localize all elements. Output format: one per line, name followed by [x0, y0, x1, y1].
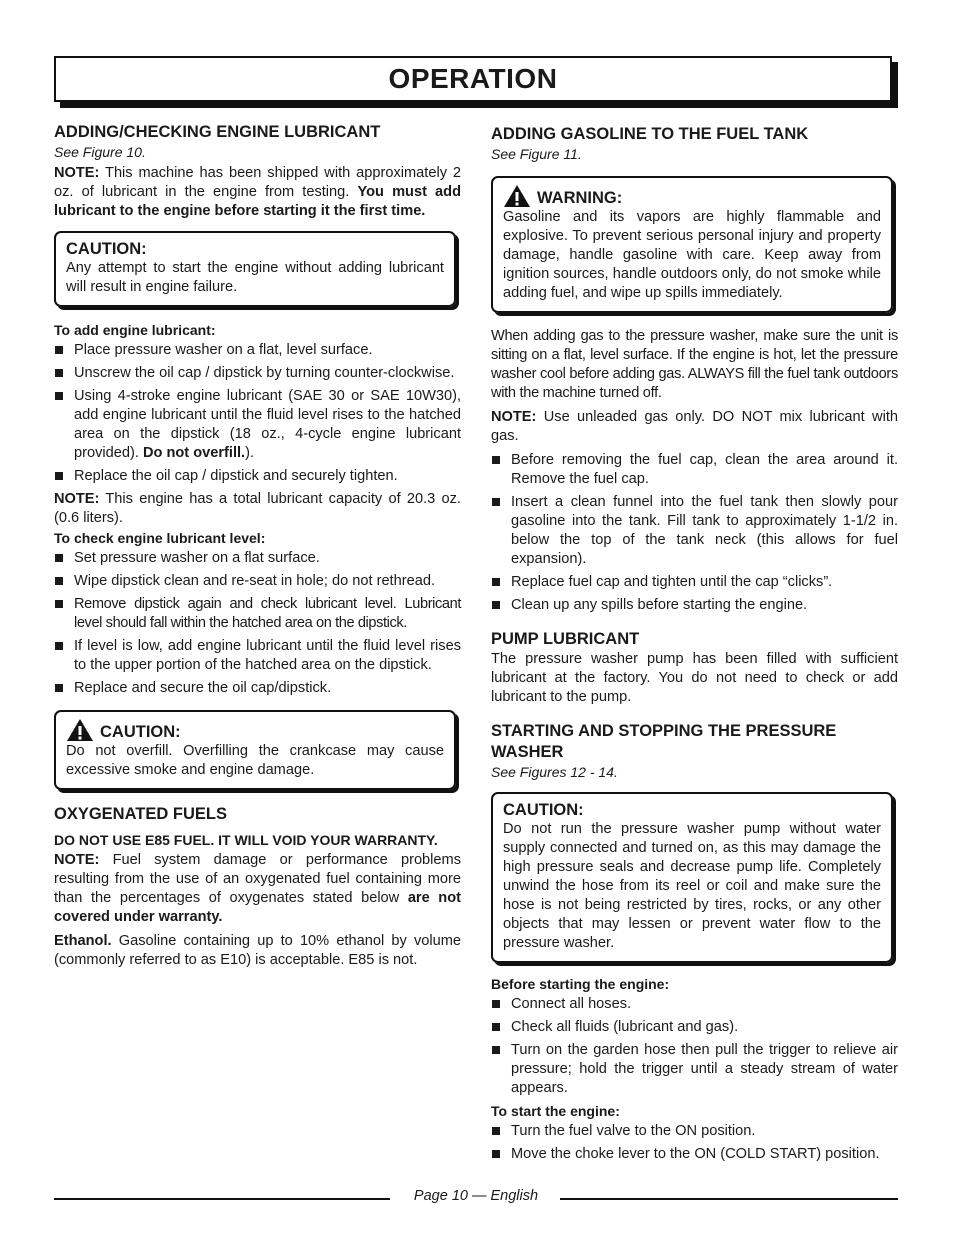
caution-title: CAUTION: [100, 723, 181, 741]
caution-text: Do not run the pressure washer pump without water supply connected and turned on, as this may damage the high pressure seals and decrease pump life. Completely unwind the hose from its reel or coil and make sure the hose is not being restricted by tires, rocks, or any other objects that may lessen or prevent water flow to the pressure washer. [503, 821, 881, 951]
right-column [491, 124, 898, 1168]
warning-triangle-icon [66, 718, 94, 742]
list-item: Place pressure washer on a flat, level surface. [54, 341, 461, 360]
figure-reference: See Figures 12 - 14. [491, 764, 618, 780]
caution-title: CAUTION: [503, 801, 584, 819]
note-unleaded: NOTE: Use unleaded gas only. DO NOT mix lubricant with gas. [491, 409, 898, 444]
section-title-adding-gasoline: ADDING GASOLINE TO THE FUEL TANK [491, 125, 809, 143]
warning-text: Gasoline and its vapors are highly flammable and explosive. To prevent serious personal injury and property damage, handle gasoline with care. Keep away from ignition sources, handle outdoors only, do not smoke while adding fuel, and wipe up spills immediately. [503, 209, 881, 301]
section-title-engine-lubricant: ADDING/CHECKING ENGINE LUBRICANT [54, 123, 381, 141]
list-item: Remove dipstick again and check lubricant level. Lubricant level should fall within the hatched area on the dipstick. [54, 595, 461, 633]
section-title-pump-lubricant: PUMP LUBRICANT [491, 630, 640, 648]
check-level-list [54, 549, 461, 698]
note-paragraph: NOTE: This machine has been shipped with approximately 2 oz. of lubricant in the engine from testing. You must add lubricant to the engine before starting it the first time. [54, 165, 461, 219]
list-item: Check all fluids (lubricant and gas). [491, 1018, 898, 1037]
page-number: Page 10 — English [413, 1188, 539, 1204]
list-item: Turn the fuel valve to the ON position. [491, 1122, 898, 1141]
list-item: Connect all hoses. [491, 995, 898, 1014]
caution-box-pump [491, 792, 893, 963]
page-header [54, 56, 892, 102]
page-title: OPERATION [388, 63, 558, 94]
pump-paragraph: The pressure washer pump has been filled with sufficient lubricant at the factory. You do not need to check or add lubricant to the pump. [491, 651, 898, 705]
note-capacity: NOTE: This engine has a total lubricant capacity of 20.3 oz. (0.6 liters). [54, 491, 461, 526]
caution-box-lubricant [54, 231, 456, 307]
list-item: If level is low, add engine lubricant until the fluid level rises to the upper portion of the hatched area on the dipstick. [54, 637, 461, 675]
add-lubricant-list [54, 341, 461, 486]
left-column [54, 122, 461, 975]
list-item: Replace the oil cap / dipstick and securely tighten. [54, 467, 461, 486]
subheading-check-level: To check engine lubricant level: [54, 530, 266, 546]
caution-title: CAUTION: [66, 240, 147, 258]
section-title-starting-stopping: STARTING AND STOPPING THE PRESSURE WASHER [491, 722, 837, 761]
before-starting-list [491, 995, 898, 1098]
warning-triangle-icon [503, 184, 531, 208]
caution-box-overfill [54, 710, 456, 790]
ethanol-paragraph: Ethanol. Gasoline containing up to 10% ethanol by volume (commonly referred to as E10) is acceptable. E85 is not. [54, 933, 461, 968]
list-item: Unscrew the oil cap / dipstick by turning counter-clockwise. [54, 364, 461, 383]
warning-box-gasoline [491, 176, 893, 313]
list-item: Replace fuel cap and tighten until the cap “clicks”. [491, 573, 898, 592]
warranty-warning: DO NOT USE E85 FUEL. IT WILL VOID YOUR WARRANTY. [54, 832, 438, 848]
list-item: Using 4-stroke engine lubricant (SAE 30 or SAE 10W30), add engine lubricant until the fluid level rises to the hatched area on the dipstick (18 oz., 4-cycle engine lubricant provided). Do not overfill.). [54, 387, 461, 463]
gas-paragraph: When adding gas to the pressure washer, make sure the unit is sitting on a flat, level surface. If the engine is hot, let the pressure washer cool before adding gas. ALWAYS fill the fuel tank outdoors with the machine turned off. [491, 328, 898, 401]
figure-reference: See Figure 11. [491, 146, 582, 162]
subheading-before-starting: Before starting the engine: [491, 976, 670, 992]
list-item: Before removing the fuel cap, clean the area around it. Remove the fuel cap. [491, 451, 898, 489]
list-item: Move the choke lever to the ON (COLD START) position. [491, 1145, 898, 1164]
to-start-list [491, 1122, 898, 1164]
gasoline-list [491, 451, 898, 615]
list-item: Turn on the garden hose then pull the trigger to relieve air pressure; hold the trigger until a steady stream of water appears. [491, 1041, 898, 1098]
list-item: Clean up any spills before starting the engine. [491, 596, 898, 615]
list-item: Set pressure washer on a flat surface. [54, 549, 461, 568]
figure-reference: See Figure 10. [54, 144, 146, 160]
caution-text: Any attempt to start the engine without adding lubricant will result in engine failure. [66, 260, 444, 295]
page-footer [54, 1188, 898, 1208]
note-oxygenated: NOTE: Fuel system damage or performance problems resulting from the use of an oxygenated fuel containing more than the percentages of oxygenates stated below are not covered under warranty. [54, 852, 461, 925]
warning-title: WARNING: [537, 189, 623, 207]
list-item: Insert a clean funnel into the fuel tank then slowly pour gasoline into the tank. Fill tank to approximately 1-1/2 in. below the top of the tank neck (this allows for fuel expansion). [491, 493, 898, 569]
section-title-oxygenated-fuels: OXYGENATED FUELS [54, 805, 227, 823]
list-item: Wipe dipstick clean and re-seat in hole; do not rethread. [54, 572, 461, 591]
subheading-add-lubricant: To add engine lubricant: [54, 322, 216, 338]
list-item: Replace and secure the oil cap/dipstick. [54, 679, 461, 698]
subheading-to-start: To start the engine: [491, 1103, 620, 1119]
caution-text: Do not overfill. Overfilling the crankcase may cause excessive smoke and engine damage. [66, 743, 444, 778]
